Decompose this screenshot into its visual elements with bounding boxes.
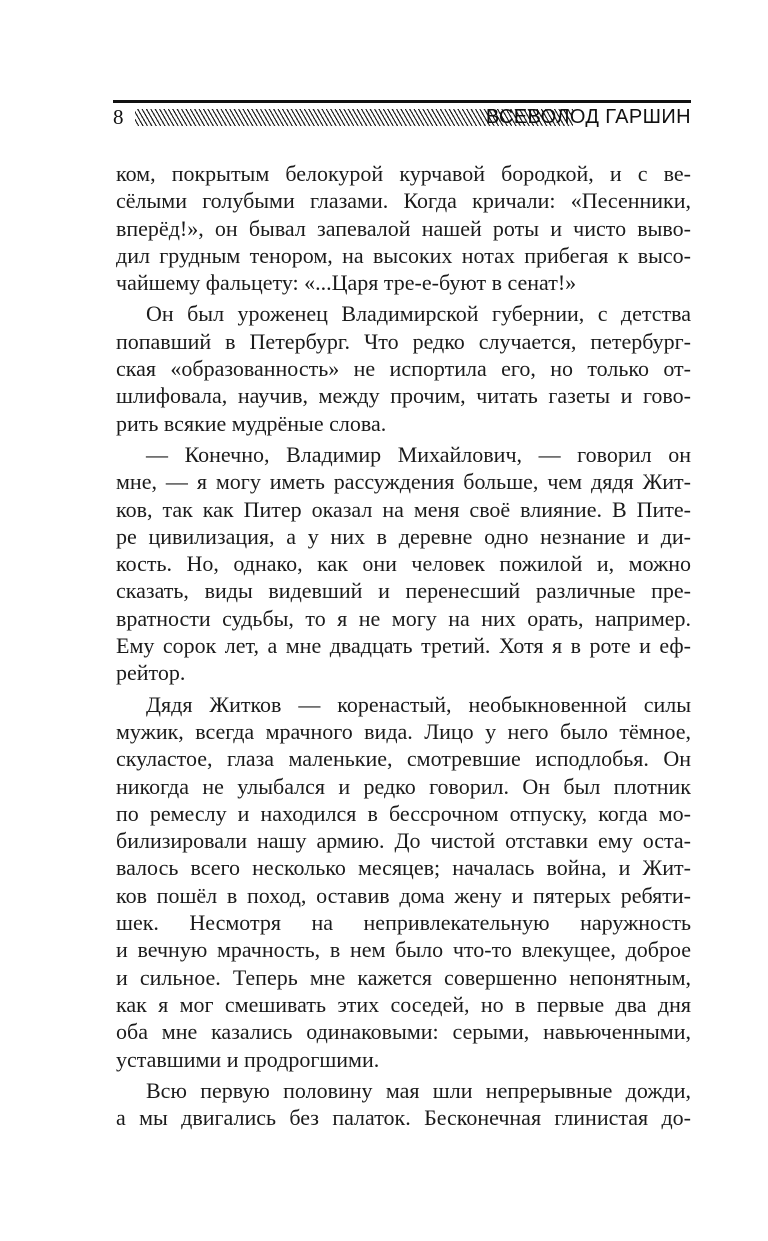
text-line: Дядя Житков — коренастый, необыкновенной силы bbox=[146, 691, 691, 717]
running-header bbox=[113, 100, 691, 132]
text-line: а мы двигались без палаток. Бесконечная глинистая до- bbox=[116, 1105, 691, 1131]
text-line: билизировали нашу армию. До чистой отставки ему оста- bbox=[116, 828, 691, 854]
text-line: рейтор. bbox=[116, 660, 186, 686]
text-line: и вечную мрачность, в нем было что-то влекущее, доброе bbox=[116, 937, 691, 963]
text-line: ков, так как Питер оказал на меня своё влияние. В Пите- bbox=[116, 496, 691, 522]
text-line: шек. Несмотря на непривлекательную наружность bbox=[116, 910, 691, 936]
paragraph bbox=[116, 441, 691, 687]
text-line: сёлыми голубыми глазами. Когда кричали: «Песенники, bbox=[116, 188, 691, 214]
text-line: шлифовала, научив, между прочим, читать газеты и гово- bbox=[116, 383, 691, 409]
page-number: 8 bbox=[113, 105, 124, 129]
text-line: чайшему фальцету: «...Царя тре-е-буют в сенат!» bbox=[116, 270, 577, 296]
text-line: никогда не улыбался и редко говорил. Он был плотник bbox=[116, 773, 691, 799]
text-line: — Конечно, Владимир Михайлович, — говорил он bbox=[146, 441, 691, 467]
text-line: валось всего несколько месяцев; началась война, и Жит- bbox=[116, 855, 691, 881]
text-line: уставшими и продрогшими. bbox=[116, 1046, 380, 1072]
text-line: ков пошёл в поход, оставив дома жену и пятерых ребяти- bbox=[116, 882, 691, 908]
body-text bbox=[116, 160, 691, 1131]
text-line: по ремеслу и находился в бессрочном отпуску, когда мо- bbox=[116, 800, 691, 826]
text-line: оба мне казались одинаковыми: серыми, навьюченными, bbox=[116, 1019, 691, 1045]
text-line: Всю первую половину мая шли непрерывные дожди, bbox=[146, 1077, 691, 1103]
paragraph bbox=[116, 1077, 691, 1132]
text-line: Он был уроженец Владимирской губернии, с детства bbox=[146, 301, 691, 327]
paragraph bbox=[116, 300, 691, 436]
text-line: как я мог смешивать этих соседей, но в первые два дня bbox=[116, 991, 691, 1017]
text-line: ком, покрытым белокурой курчавой бородкой, и с ве- bbox=[116, 161, 691, 186]
text-line: ре цивилизация, а у них в деревне одно незнание и ди- bbox=[116, 523, 691, 549]
text-line: мужик, всегда мрачного вида. Лицо у него было тёмное, bbox=[116, 718, 691, 744]
text-line: дил грудным тенором, на высоких нотах прибегая к высо- bbox=[116, 242, 691, 268]
text-line: мне, — я могу иметь рассуждения больше, чем дядя Жит- bbox=[116, 469, 691, 495]
text-line: вперёд!», он бывал запевалой нашей роты и чисто выво- bbox=[116, 215, 691, 241]
text-line: рить всякие мудрёные слова. bbox=[116, 410, 387, 436]
text-line: скуластое, глаза маленькие, смотревшие исподлобья. Он bbox=[116, 746, 691, 772]
text-line: попавший в Петербург. Что редко случается, петербург- bbox=[116, 328, 691, 354]
text-line: сказать, виды видевший и перенесший различные пре- bbox=[116, 578, 691, 604]
text-line: Ему сорок лет, а мне двадцать третий. Хотя я в роте и еф- bbox=[116, 633, 691, 659]
paragraph bbox=[116, 691, 691, 1073]
text-line: вратности судьбы, то я не могу на них орать, например. bbox=[116, 605, 691, 631]
text-line: и сильное. Теперь мне кажется совершенно непонятным, bbox=[116, 964, 691, 990]
author-name: ВСЕВОЛОД ГАРШИН bbox=[485, 106, 691, 128]
paragraph bbox=[116, 160, 691, 296]
text-line: ская «образованность» не испортила его, но только от- bbox=[116, 356, 691, 382]
text-line: кость. Но, однако, как они человек пожилой и, можно bbox=[116, 551, 691, 577]
header-rule bbox=[113, 100, 691, 103]
